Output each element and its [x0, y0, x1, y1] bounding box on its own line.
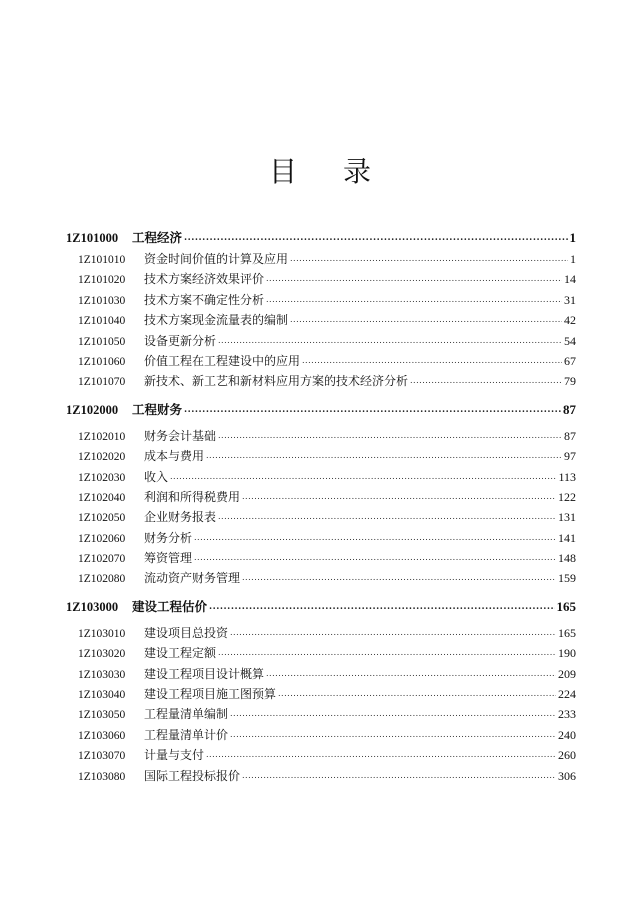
- toc-section[interactable]: [66, 568, 576, 588]
- dot-leader: [266, 664, 556, 684]
- dot-leader: [194, 528, 556, 548]
- section-page: 14: [564, 272, 576, 287]
- section-code: 1Z103010: [78, 627, 126, 640]
- section-page: 113: [558, 469, 576, 484]
- section-code: 1Z103080: [78, 770, 126, 783]
- toc-section[interactable]: [66, 310, 576, 330]
- dot-leader: [194, 548, 556, 568]
- section-page: 224: [558, 687, 576, 702]
- section-code: 1Z102060: [78, 532, 126, 545]
- section-page: 209: [558, 666, 576, 681]
- section-page: 165: [558, 625, 576, 640]
- section-title: 流动资产财务管理: [144, 571, 241, 586]
- section-title: 收入: [144, 469, 169, 484]
- dot-leader: [218, 426, 562, 446]
- section-code: 1Z101040: [78, 315, 126, 328]
- toc-section[interactable]: [66, 290, 576, 310]
- dot-leader: [278, 684, 556, 704]
- section-title: 资金时间价值的计算及应用: [144, 252, 289, 266]
- section-code: 1Z102080: [78, 573, 126, 586]
- section-code: 1Z103060: [78, 729, 126, 742]
- section-page: 148: [558, 551, 576, 566]
- section-title: 工程量清单编制: [144, 707, 229, 722]
- section-page: 87: [564, 428, 576, 443]
- dot-leader: [242, 568, 556, 588]
- section-page: 54: [564, 333, 576, 348]
- section-title: 财务分析: [144, 530, 193, 545]
- chapter-title: 建设工程估价: [132, 598, 208, 614]
- dot-leader: [209, 596, 554, 619]
- toc-section[interactable]: [66, 725, 576, 745]
- section-title: 企业财务报表: [144, 510, 217, 525]
- toc-section[interactable]: [66, 446, 576, 466]
- section-title: 计量与支付: [144, 748, 205, 763]
- chapter-page: 165: [556, 598, 576, 614]
- section-title: 工程量清单计价: [144, 727, 229, 742]
- section-code: 1Z103050: [78, 709, 126, 722]
- section-page: 1: [570, 252, 576, 266]
- toc-section[interactable]: [66, 684, 576, 704]
- section-title: 建设工程项目施工图预算: [144, 687, 277, 702]
- section-page: 42: [564, 313, 576, 328]
- section-title: 技术方案不确定性分析: [144, 292, 265, 307]
- toc-section[interactable]: [66, 371, 576, 391]
- dot-leader: [410, 371, 562, 391]
- section-code: 1Z101050: [78, 335, 126, 348]
- toc-section[interactable]: [66, 548, 576, 568]
- section-code: 1Z103070: [78, 750, 126, 763]
- toc-title-char-1: 目: [268, 155, 297, 188]
- chapter-title: 工程经济: [132, 230, 183, 245]
- section-code: 1Z102020: [78, 451, 126, 464]
- section-code: 1Z102040: [78, 491, 126, 504]
- toc-section[interactable]: [66, 745, 576, 765]
- toc-section[interactable]: [66, 623, 576, 643]
- dot-leader: [184, 227, 567, 250]
- section-page: 131: [558, 510, 576, 525]
- section-page: 31: [564, 292, 576, 307]
- chapter-title: 工程财务: [132, 401, 183, 417]
- section-page: 190: [558, 646, 576, 661]
- section-code: 1Z103040: [78, 689, 126, 702]
- dot-leader: [206, 745, 556, 765]
- section-title: 利润和所得税费用: [144, 489, 241, 504]
- toc-chapter[interactable]: [66, 595, 576, 618]
- toc-section[interactable]: [66, 249, 576, 269]
- section-page: 233: [558, 707, 576, 722]
- toc-section[interactable]: [66, 507, 576, 527]
- toc-section[interactable]: [66, 269, 576, 289]
- toc-section[interactable]: [66, 426, 576, 446]
- section-title: 设备更新分析: [144, 333, 217, 348]
- section-code: 1Z101030: [78, 294, 126, 307]
- toc-section[interactable]: [66, 351, 576, 371]
- dot-leader: [266, 290, 562, 310]
- section-title: 技术方案经济效果评价: [144, 272, 265, 287]
- section-code: 1Z102050: [78, 512, 126, 525]
- dot-leader: [218, 643, 556, 663]
- dot-leader: [290, 310, 562, 330]
- toc-section[interactable]: [66, 528, 576, 548]
- section-page: 159: [558, 571, 576, 586]
- toc-section[interactable]: [66, 487, 576, 507]
- toc-title: [0, 150, 640, 190]
- section-page: 141: [558, 530, 576, 545]
- toc-section[interactable]: [66, 643, 576, 663]
- dot-leader: [302, 351, 562, 371]
- section-code: 1Z101010: [78, 254, 126, 266]
- toc-section[interactable]: [66, 331, 576, 351]
- section-title: 建设工程定额: [144, 646, 217, 661]
- section-code: 1Z103030: [78, 668, 126, 681]
- chapter-code: 1Z101000: [66, 231, 119, 245]
- dot-leader: [290, 249, 568, 269]
- dot-leader: [230, 725, 556, 745]
- dot-leader: [230, 623, 556, 643]
- section-page: 67: [564, 353, 576, 368]
- dot-leader: [230, 704, 556, 724]
- dot-leader: [218, 331, 562, 351]
- toc-section[interactable]: [66, 467, 576, 487]
- dot-leader: [266, 269, 562, 289]
- section-code: 1Z103020: [78, 648, 126, 661]
- chapter-code: 1Z103000: [66, 599, 119, 614]
- section-code: 1Z101070: [78, 376, 126, 389]
- section-page: 240: [558, 727, 576, 742]
- section-title: 筹资管理: [144, 551, 193, 566]
- section-code: 1Z102030: [78, 471, 126, 484]
- section-page: 122: [558, 489, 576, 504]
- section-page: 79: [564, 374, 576, 389]
- toc-section[interactable]: [66, 766, 576, 786]
- chapter-page: 87: [563, 401, 576, 417]
- chapter-page: 1: [569, 230, 576, 245]
- section-title: 国际工程投标报价: [144, 768, 241, 783]
- dot-leader: [170, 467, 556, 487]
- dot-leader: [242, 487, 556, 507]
- dot-leader: [242, 766, 556, 786]
- section-page: 306: [558, 768, 576, 783]
- section-code: 1Z102010: [78, 430, 126, 443]
- section-page: 260: [558, 748, 576, 763]
- section-title: 技术方案现金流量表的编制: [144, 313, 289, 328]
- section-title: 建设项目总投资: [144, 625, 229, 640]
- dot-leader: [206, 446, 562, 466]
- toc-chapter[interactable]: [66, 398, 576, 421]
- dot-leader: [218, 507, 556, 527]
- toc-title-char-2: 录: [343, 155, 372, 188]
- section-code: 1Z101060: [78, 355, 126, 368]
- section-title: 成本与费用: [144, 449, 205, 464]
- toc-section[interactable]: [66, 664, 576, 684]
- section-title: 新技术、新工艺和新材料应用方案的技术经济分析: [144, 374, 409, 389]
- toc-list: [66, 226, 576, 786]
- section-title: 建设工程项目设计概算: [144, 666, 265, 681]
- chapter-code: 1Z102000: [66, 402, 119, 417]
- dot-leader: [184, 399, 561, 422]
- section-title: 财务会计基础: [144, 428, 217, 443]
- section-code: 1Z102070: [78, 553, 126, 566]
- toc-section[interactable]: [66, 704, 576, 724]
- section-page: 97: [564, 449, 576, 464]
- section-code: 1Z101020: [78, 274, 126, 287]
- section-title: 价值工程在工程建设中的应用: [144, 353, 301, 368]
- toc-chapter[interactable]: [66, 226, 576, 249]
